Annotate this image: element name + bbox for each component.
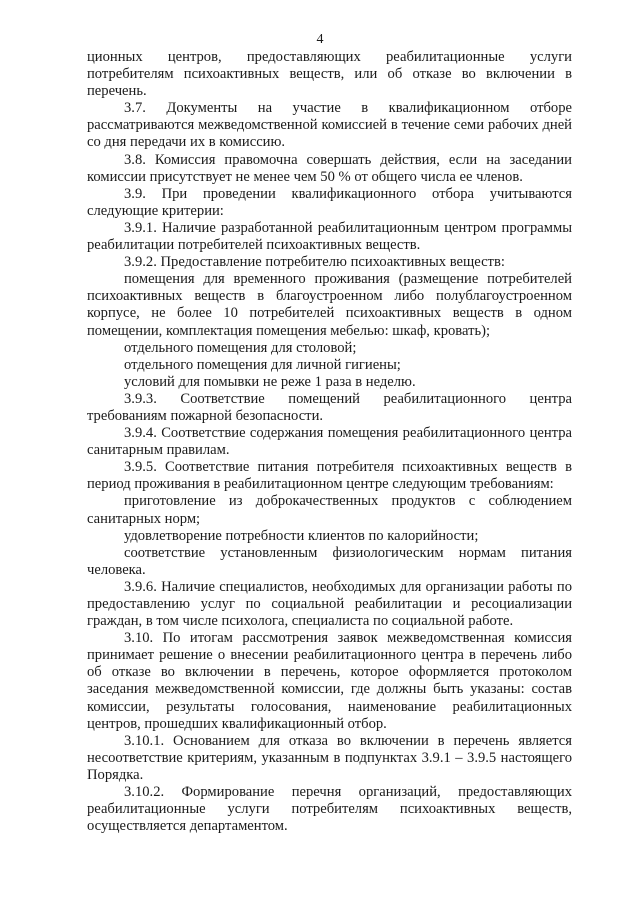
paragraph-3-9-6: 3.9.6. Наличие специалистов, необходимых для организации работы по предоставлению услуг по социальной реабилитации и ресоциализации граждан, в том числе психолога, специалиста по социальной работе. [87,578,572,630]
paragraph-3-9-2: 3.9.2. Предоставление потребителю психоактивных веществ: [124,254,505,271]
paragraph-3-10: 3.10. По итогам рассмотрения заявок межведомственная комиссия принимает решение о внесении реабилитационного центра в перечень либо об отказе во включении в перечень, которое оформляется протоколом заседания межведомственной комиссии, где должны быть указаны: состав комиссии, результаты голосования, наименование реабилитационных центров, прошедших квалификационный отбор. [87,630,572,732]
paragraph-3-9-4: 3.9.4. Соответствие содержания помещения реабилитационного центра санитарным правилам. [87,425,572,459]
list-item-cooking: приготовление из доброкачественных продуктов с соблюдением санитарных норм; [87,493,572,527]
paragraph-3-9-3: 3.9.3. Соответствие помещений реабилитационного центра требованиям пожарной безопасности. [87,390,572,424]
list-item-norms: соответствие установленным физиологическим нормам питания человека. [87,544,572,578]
paragraph-3-10-1: 3.10.1. Основанием для отказа во включении в перечень является несоответствие критериям, указанным в подпунктах 3.9.1 – 3.9.5 настоящего Порядка. [87,732,572,783]
list-item-washing: условий для помывки не реже 1 раза в неделю. [124,373,416,390]
paragraph-3-7: 3.7. Документы на участие в квалификационном отборе рассматриваются межведомственной комиссией в течение семи рабочих дней со дня передачи их в комиссию. [87,100,572,151]
paragraph-3-9: 3.9. При проведении квалификационного отбора учитываются следующие критерии: [87,185,572,219]
page-number: 4 [316,32,324,47]
paragraph-3-8: 3.8. Комиссия правомочна совершать действия, если на заседании комиссии присутствует не менее чем 50 % от общего числа ее членов. [87,151,572,185]
list-item-housing: помещения для временного проживания (размещение потребителей психоактивных веществ в благоустроенном либо полублагоустроенном корпусе, не более 10 потребителей психоактивных веществ в одном помещении, комплектация помещения мебелью: шкаф, кровать); [87,271,572,339]
paragraph-3-9-1: 3.9.1. Наличие разработанной реабилитационным центром программы реабилитации потребителей психоактивных веществ. [87,219,572,254]
paragraph-3-10-2: 3.10.2. Формирование перечня организаций, предоставляющих реабилитационные услуги потребителям психоактивных веществ, осуществляется департаментом. [87,784,572,835]
list-item-calories: удовлетворение потребности клиентов по калорийности; [124,527,479,544]
paragraph-continuation: ционных центров, предоставляющих реабилитационные услуги потребителям психоактивных веществ, или об отказе во включении в перечень. [87,49,572,100]
list-item-dining: отдельного помещения для столовой; [124,339,357,356]
list-item-hygiene: отдельного помещения для личной гигиены; [124,356,401,373]
document-body [87,49,572,835]
paragraph-3-9-5: 3.9.5. Соответствие питания потребителя психоактивных веществ в период проживания в реабилитационном центре следующим требованиям: [87,459,572,493]
